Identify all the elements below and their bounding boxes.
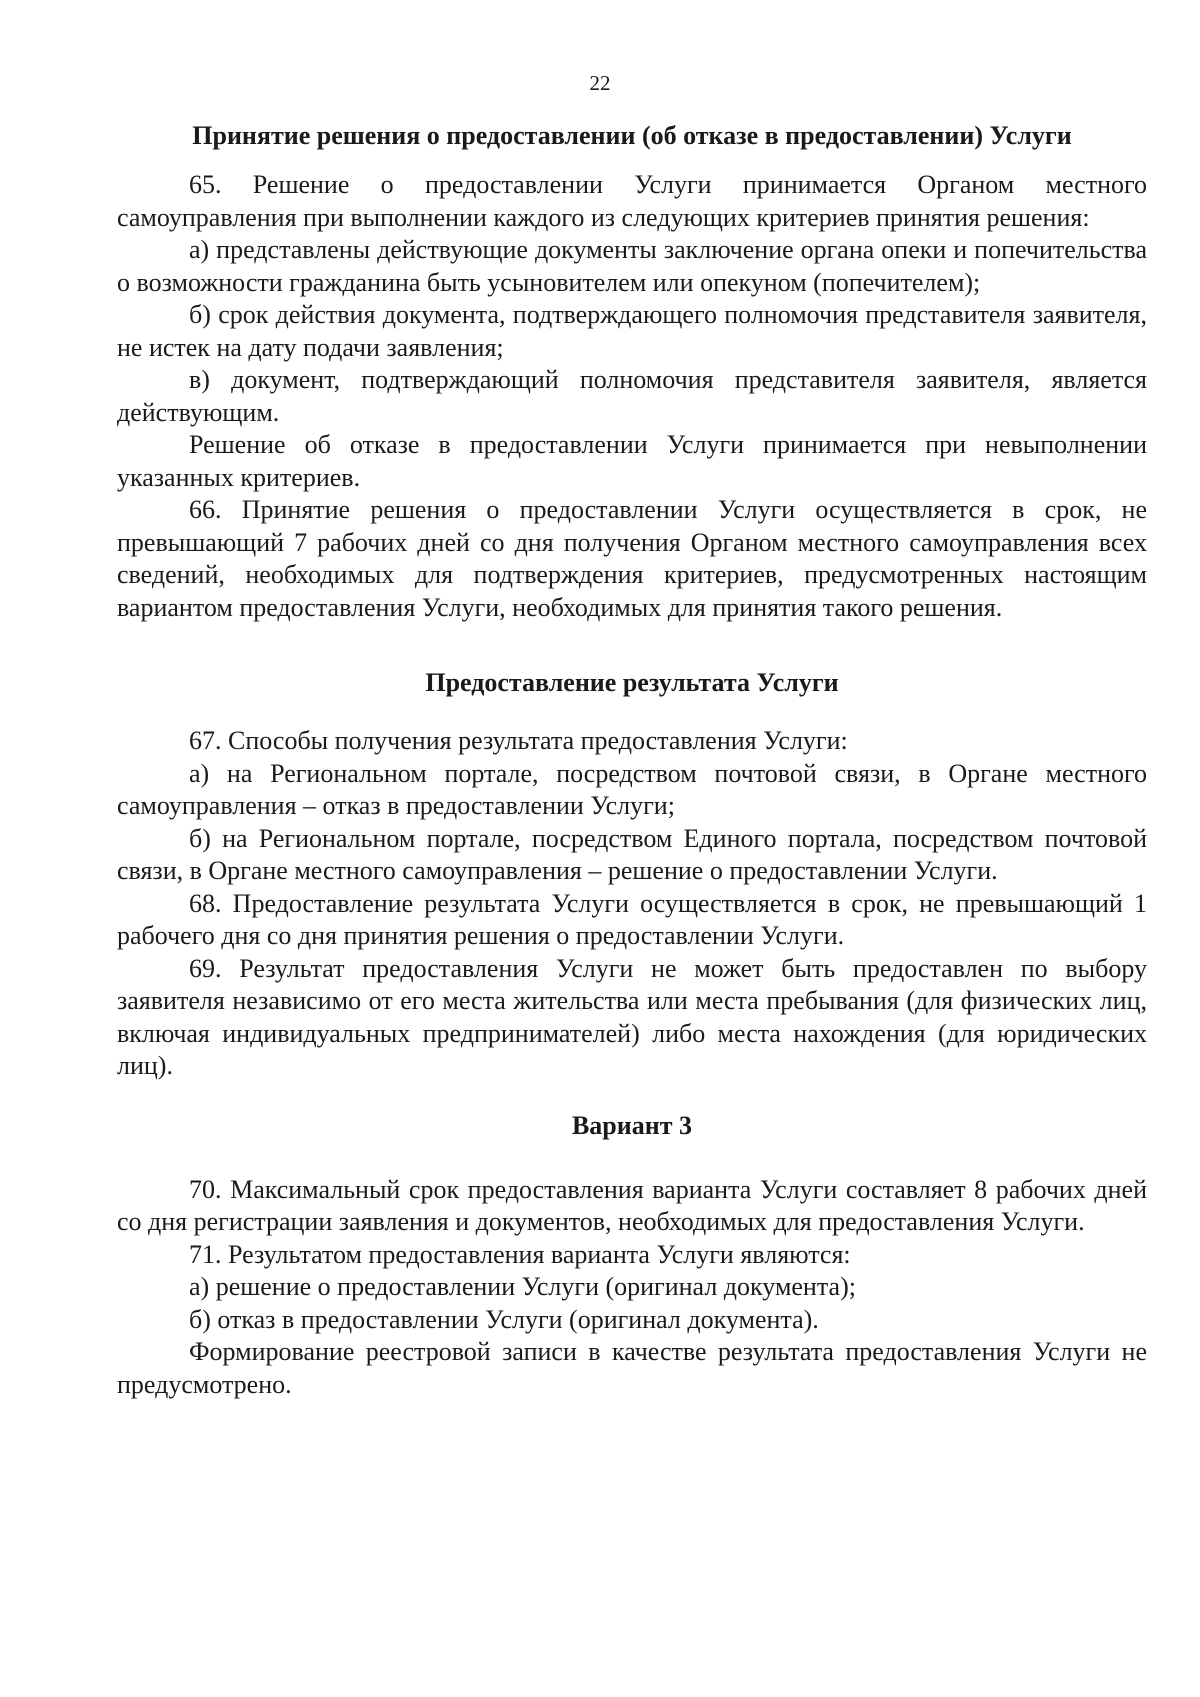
paragraph-70: 70. Максимальный срок предоставления варианта Услуги составляет 8 рабочих дней со дня регистрации заявления и документов, необходимых для предоставления Услуги. <box>117 1174 1147 1236</box>
section-heading-decision: Принятие решения о предоставлении (об отказе в предоставлении) Услуги <box>192 121 1072 150</box>
paragraph-66: 66. Принятие решения о предоставлении Услуги осуществляется в срок, не превышающий 7 рабочих дней со дня получения Органом местного самоуправления всех сведений, необходимых для подтверждения критериев, предусмотренных настоящим вариантом предоставления Услуги, необходимых для принятия такого решения. <box>117 495 1147 622</box>
paragraph-65-a: а) представлены действующие документы заключение органа опеки и попечительства о возможности гражданина быть усыновителем или опекуном (попечителем); <box>117 235 1147 297</box>
paragraph-68: 68. Предоставление результата Услуги осуществляется в срок, не превышающий 1 рабочего дня со дня принятия решения о предоставлении Услуги. <box>117 888 1147 950</box>
paragraph-65-b: б) срок действия документа, подтверждающего полномочия представителя заявителя, не истек на дату подачи заявления; <box>117 300 1147 362</box>
paragraph-67-a: а) на Региональном портале, посредством почтовой связи, в Органе местного самоуправления – отказ в предоставлении Услуги; <box>117 758 1147 820</box>
paragraph-refusal: Решение об отказе в предоставлении Услуги принимается при невыполнении указанных критериев. <box>117 430 1147 492</box>
paragraph-71-b: б) отказ в предоставлении Услуги (оригинал документа). <box>189 1304 819 1334</box>
page-number: 22 <box>589 71 611 95</box>
paragraph-registry: Формирование реестровой записи в качестве результата предоставления Услуги не предусмотрено. <box>117 1337 1147 1399</box>
paragraph-69: 69. Результат предоставления Услуги не может быть предоставлен по выбору заявителя независимо от его места жительства или места пребывания (для физических лиц, включая индивидуальных предпринимателей) либо места нахождения (для юридических лиц). <box>117 953 1147 1080</box>
paragraph-65-v: в) документ, подтверждающий полномочия представителя заявителя, является действующим. <box>117 365 1147 427</box>
section-heading-result: Предоставление результата Услуги <box>425 668 839 697</box>
paragraph-65: 65. Решение о предоставлении Услуги принимается Органом местного самоуправления при выполнении каждого из следующих критериев принятия решения: <box>117 170 1147 232</box>
section-heading-variant-3: Вариант 3 <box>571 1110 693 1140</box>
paragraph-71-a: а) решение о предоставлении Услуги (оригинал документа); <box>189 1272 856 1301</box>
paragraph-67: 67. Способы получения результата предоставления Услуги: <box>189 726 848 755</box>
paragraph-71: 71. Результатом предоставления варианта Услуги являются: <box>189 1239 851 1269</box>
paragraph-67-b: б) на Региональном портале, посредством Единого портала, посредством почтовой связи, в Органе местного самоуправления – решение о предоставлении Услуги. <box>117 823 1147 885</box>
document-body <box>117 120 1147 1401</box>
